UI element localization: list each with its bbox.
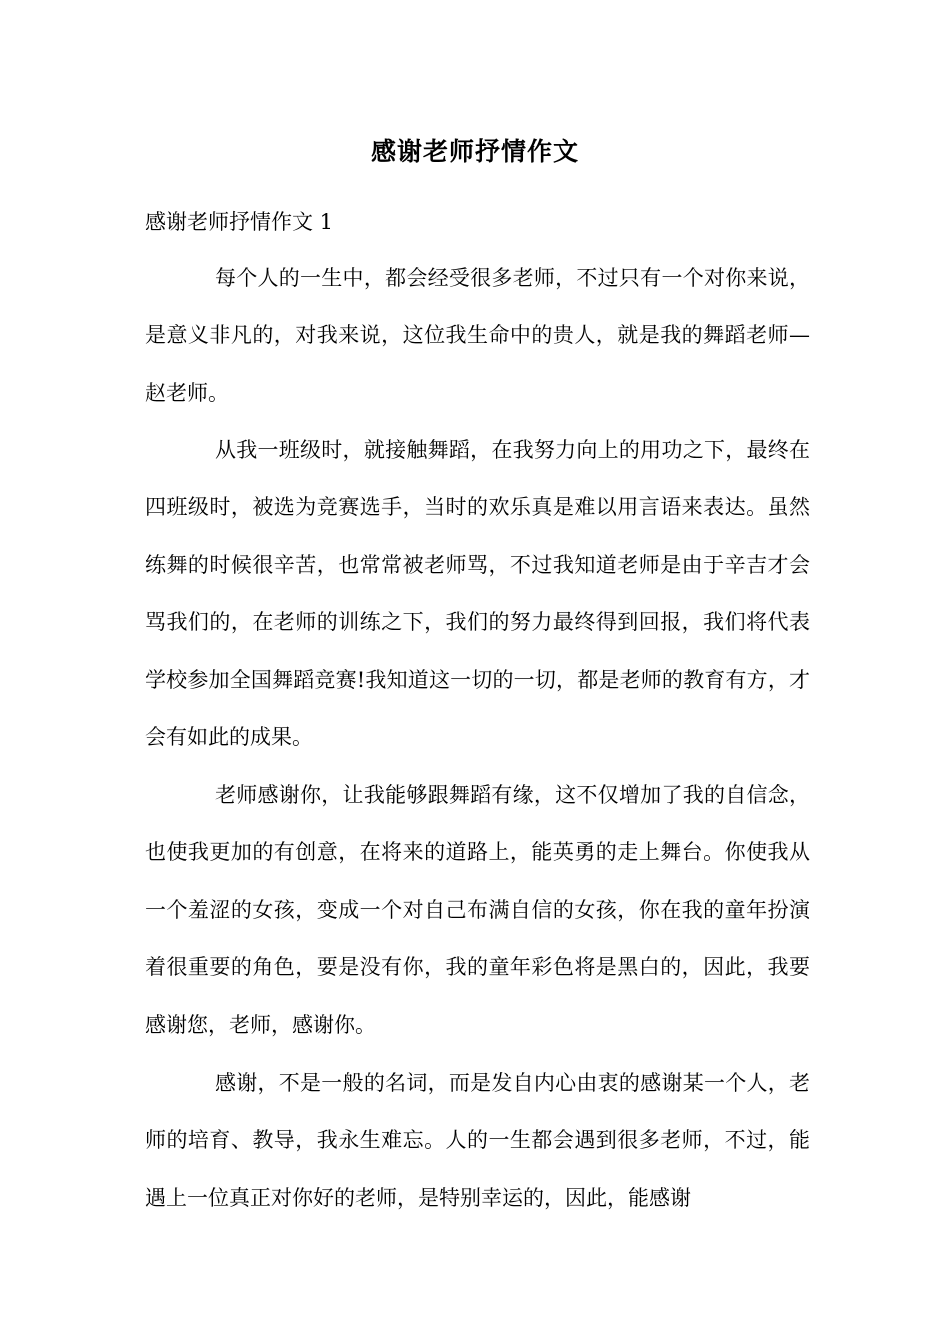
paragraph-4: 感谢，不是一般的名词，而是发自内心由衷的感谢某一个人，老师的培育、教导，我永生难忘。人的一生都会遇到很多老师，不过，能遇上一位真正对你好的老师，是特别幸运的，因此，能感谢 bbox=[145, 1071, 810, 1210]
paragraph-3: 老师感谢你，让我能够跟舞蹈有缘，这不仅增加了我的自信念，也使我更加的有创意，在将来的道路上，能英勇的走上舞台。你使我从一个羞涩的女孩，变成一个对自己布满自信的女孩，你在我的童年扮演着很重要的角色，要是没有你，我的童年彩色将是黑白的，因此，我要感谢您，老师，感谢你。 bbox=[145, 783, 810, 1037]
paragraph-2: 从我一班级时，就接触舞蹈，在我努力向上的用功之下，最终在四班级时，被选为竞赛选手，当时的欢乐真是难以用言语来表达。虽然练舞的时候很辛苦，也常常被老师骂，不过我知道老师是由于辛吉才会骂我们的，在老师的训练之下，我们的努力最终得到回报，我们将代表学校参加全国舞蹈竞赛!我知道这一切的一切，都是老师的教育有方，才会有如此的成果。 bbox=[145, 438, 810, 750]
document-title: 感谢老师抒情作文 bbox=[370, 137, 579, 166]
paragraph-1: 每个人的一生中，都会经受很多老师，不过只有一个对你来说，是意义非凡的，对我来说，这位我生命中的贵人，就是我的舞蹈老师—赵老师。 bbox=[145, 266, 810, 405]
essay-subtitle: 感谢老师抒情作文 1 bbox=[145, 210, 334, 234]
